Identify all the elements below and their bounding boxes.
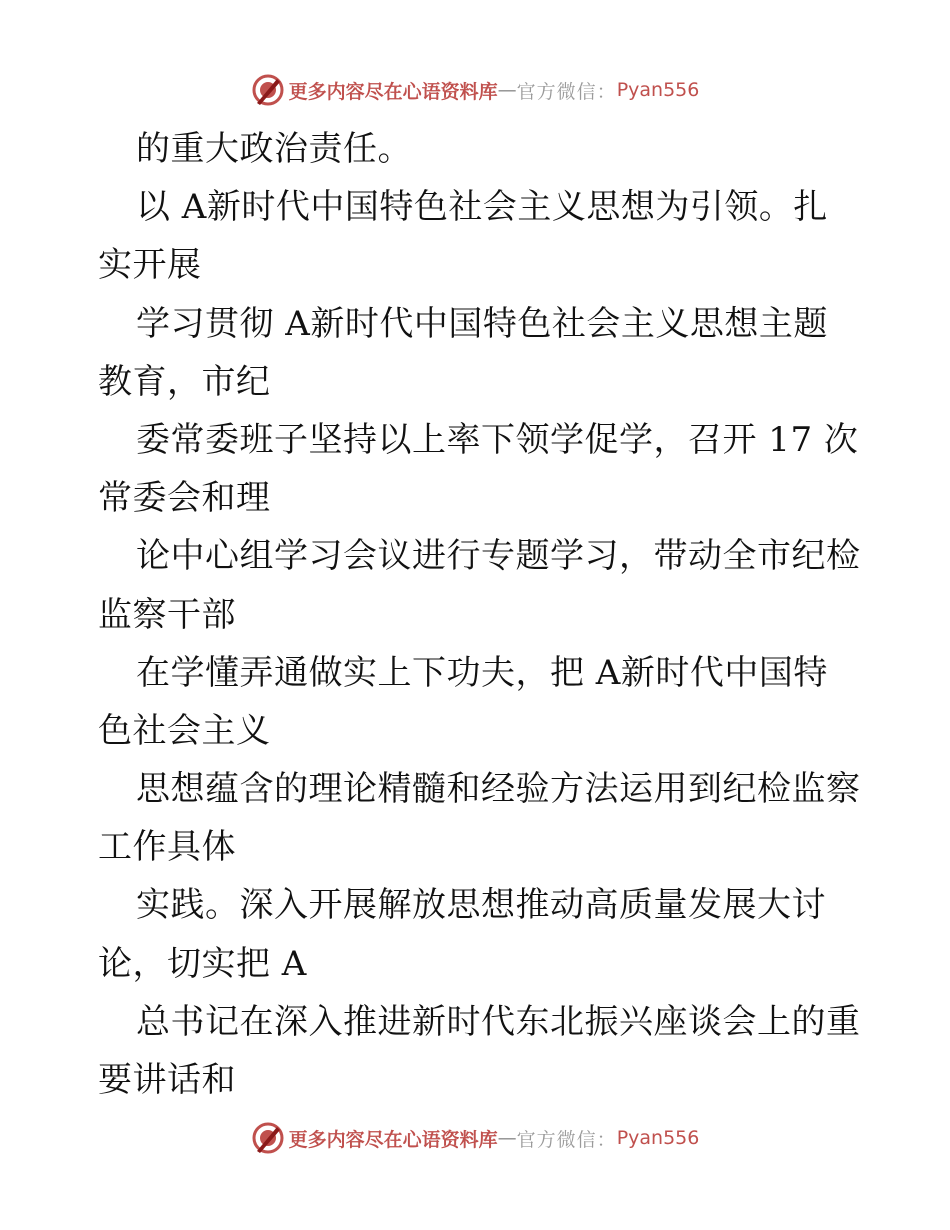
paragraph-line: 监察干部 — [98, 594, 236, 635]
quill-logo-icon — [251, 1121, 285, 1155]
footer-watermark-banner — [0, 1118, 950, 1158]
paragraph-line: 以 A新时代中国特色社会主义思想为引领。扎 — [136, 187, 828, 228]
paragraph-line: 常委会和理 — [98, 478, 271, 519]
paragraph-line: 在学懂弄通做实上下功夫，把 A新时代中国特 — [136, 652, 828, 693]
banner-dash: — — [497, 79, 517, 101]
banner-wechat-id: Pyan556 — [616, 79, 700, 101]
banner-wechat-label: 官方微信： — [516, 1128, 617, 1151]
paragraph-line: 实开展 — [98, 245, 202, 286]
paragraph-line: 思想蕴含的理论精髓和经验方法运用到纪检监察 — [136, 769, 861, 810]
paragraph-line: 实践。深入开展解放思想推动高质量发展大讨 — [136, 885, 826, 926]
paragraph-line: 学习贯彻 A新时代中国特色社会主义思想主题 — [136, 303, 828, 344]
paragraph-line: 要讲话和 — [98, 1060, 236, 1100]
banner-dash: — — [497, 1127, 517, 1149]
paragraph-line: 委常委班子坚持以上率下领学促学，召开 17 次 — [136, 419, 859, 460]
header-watermark-banner — [0, 70, 950, 110]
paragraph-line: 总书记在深入推进新时代东北振兴座谈会上的重 — [136, 1001, 861, 1042]
banner-wechat-label: 官方微信： — [516, 80, 617, 103]
banner-red-text: 更多内容尽在心语资料库 — [288, 1128, 498, 1151]
paragraph-line: 的重大政治责任。 — [136, 129, 412, 169]
banner-red-text: 更多内容尽在心语资料库 — [288, 80, 498, 103]
quill-logo-icon — [251, 73, 285, 107]
document-body — [98, 120, 861, 1109]
paragraph-line: 色社会主义 — [98, 710, 271, 751]
paragraph-line: 工作具体 — [98, 827, 236, 868]
banner-wechat-id: Pyan556 — [616, 1127, 700, 1149]
paragraph-line: 教育，市纪 — [98, 361, 271, 402]
paragraph-line: 论中心组学习会议进行专题学习，带动全市纪检 — [136, 536, 861, 577]
paragraph-line: 论，切实把 A — [98, 943, 307, 984]
